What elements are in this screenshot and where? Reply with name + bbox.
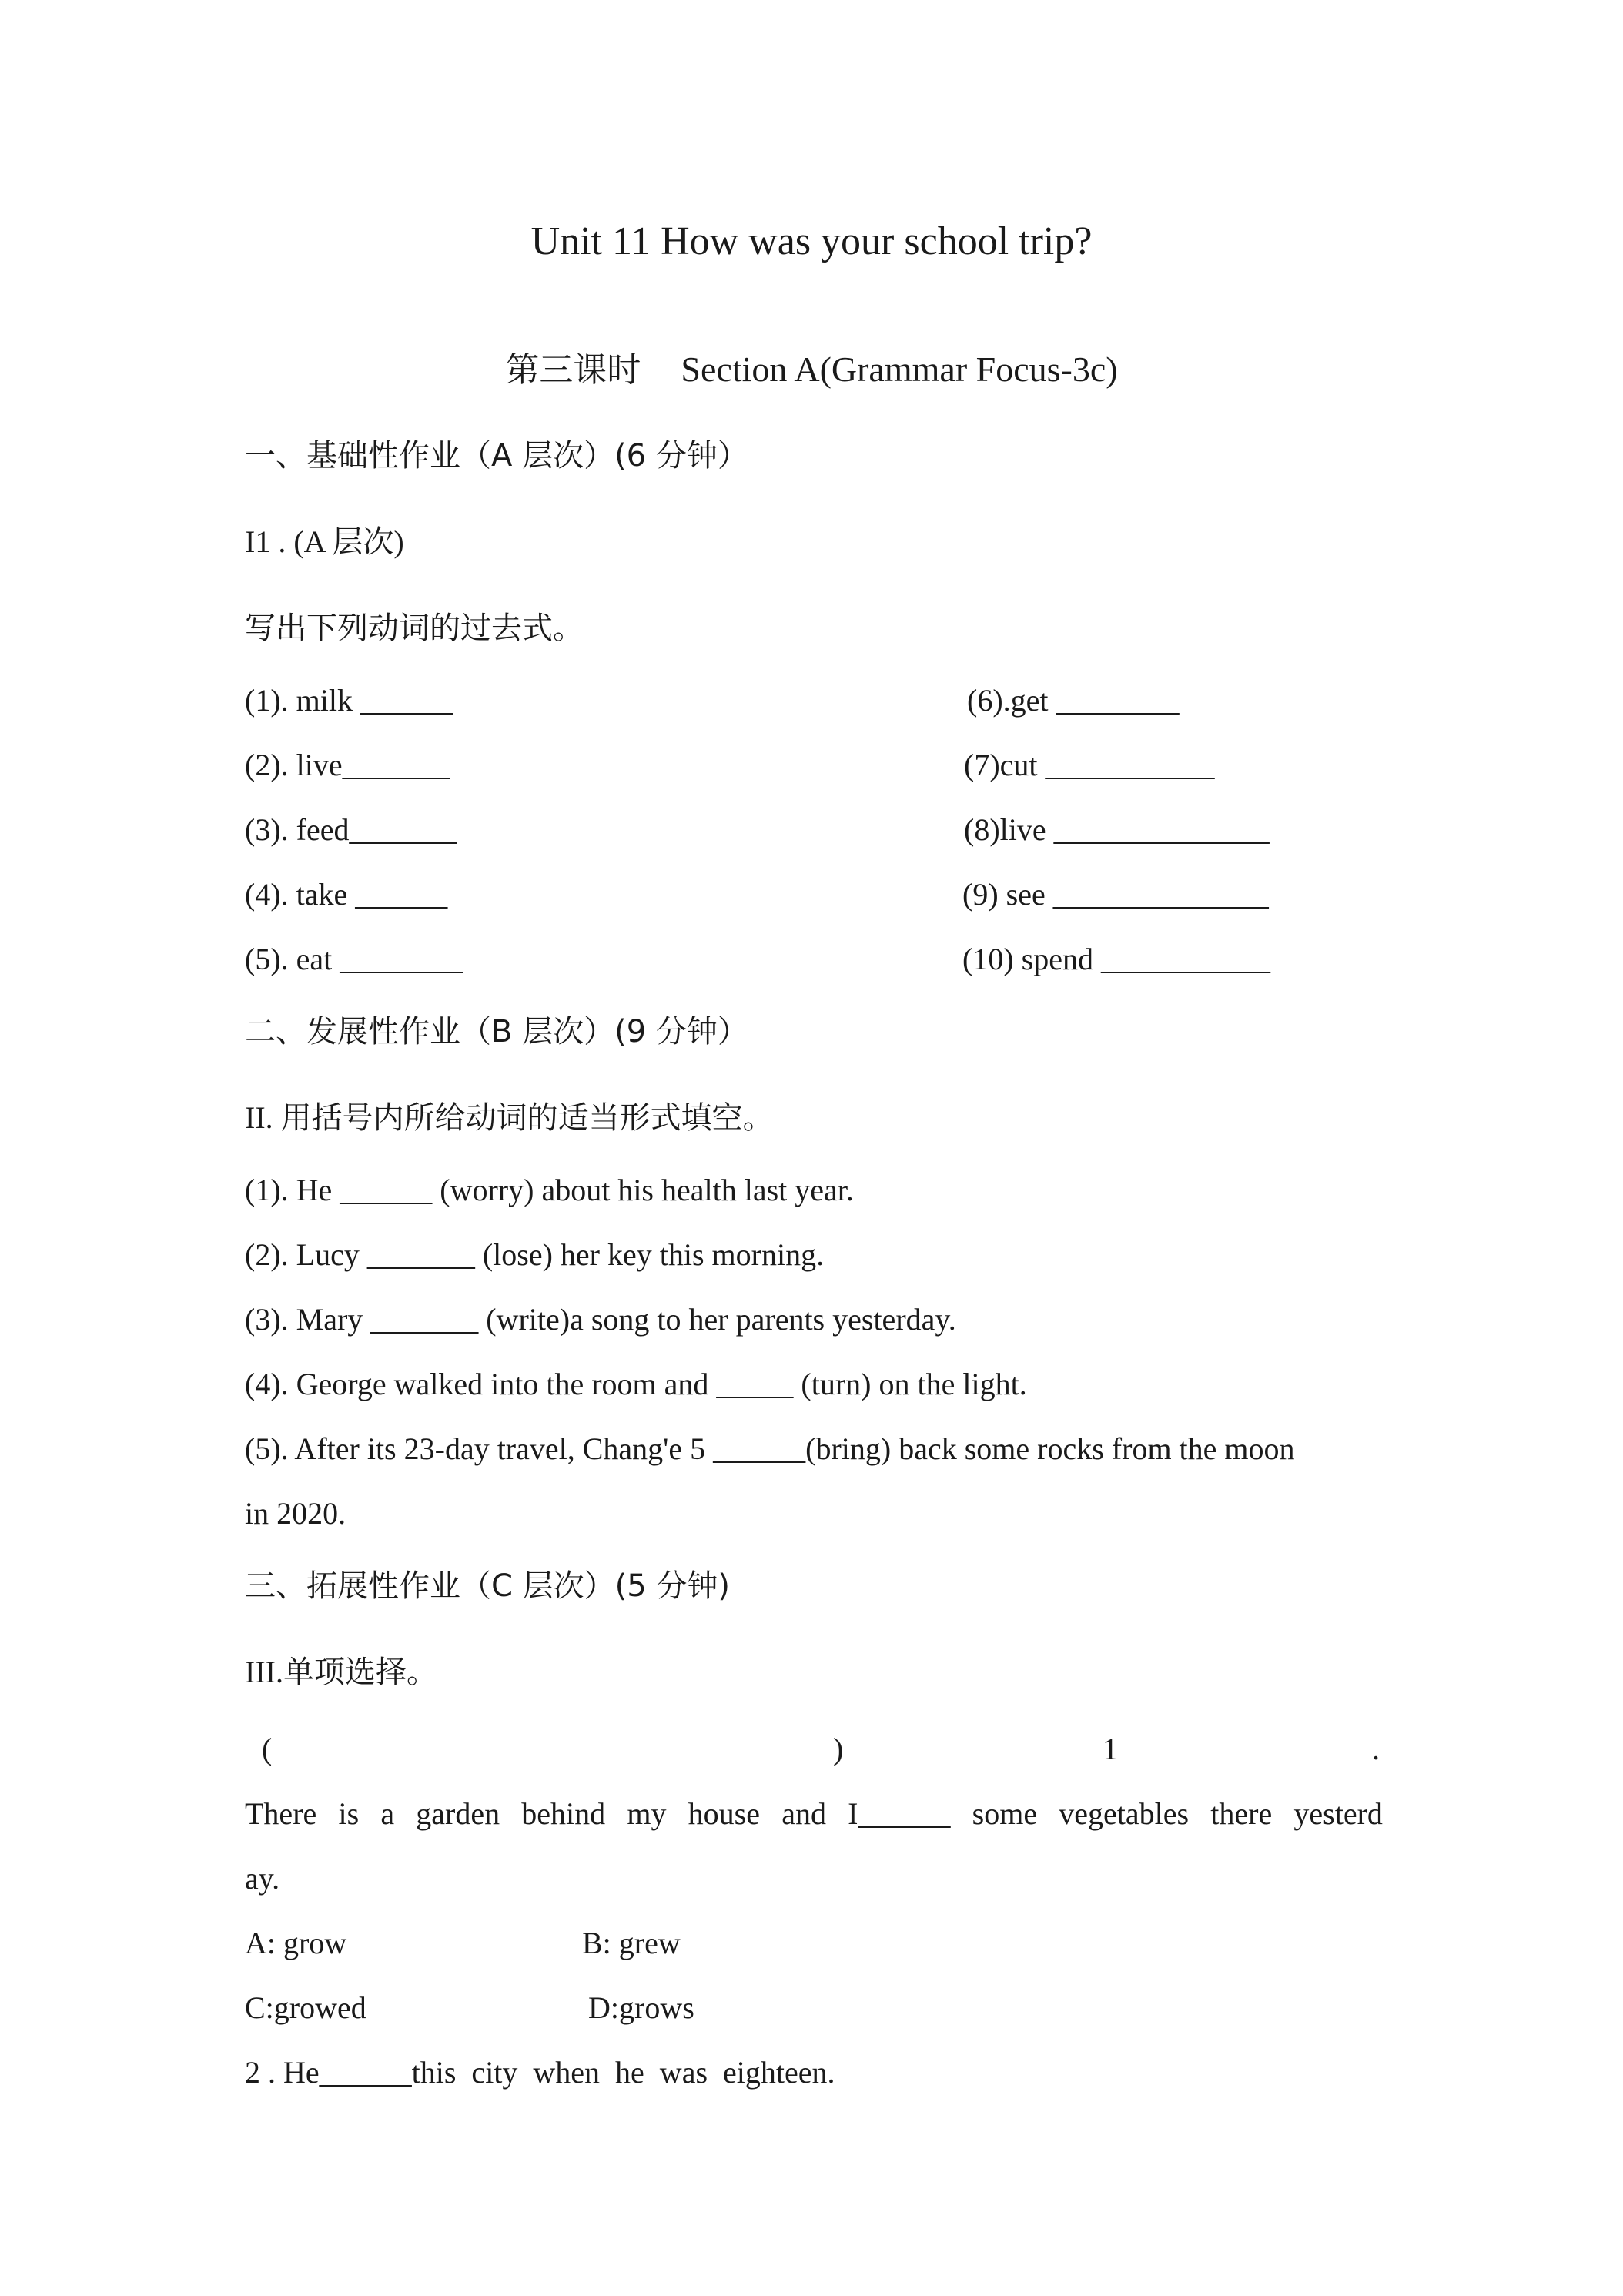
part2-roman: II. (245, 1100, 273, 1135)
verb-item-5: (5). eat ________ (245, 942, 463, 976)
q1-word: yesterd (1293, 1796, 1383, 1831)
q1-number: 1 (1103, 1732, 1118, 1766)
section-label: Section A(Grammar Focus-3c) (681, 350, 1118, 389)
part1-heading: 一、基础性作业（A 层次）(6 分钟） (245, 438, 748, 474)
verb-item-8: (8)live ______________ (964, 812, 1270, 847)
fill-item-5-continued: in 2020. (245, 1496, 346, 1531)
q1-word: vegetables (1059, 1796, 1190, 1831)
part2-instruction (245, 1099, 774, 1136)
q1-word: behind (521, 1796, 606, 1831)
q1-sentence (245, 1796, 1383, 1832)
verb-item-2: (2). live_______ (245, 748, 450, 782)
q1-dot: . (1372, 1732, 1380, 1766)
q1-word: There (245, 1796, 317, 1831)
part3-heading: 三、拓展性作业（C 层次）(5 分钟) (245, 1568, 731, 1604)
fill-item-3: (3). Mary _______ (write)a song to her parents yesterday. (245, 1302, 956, 1337)
q1-word: is (338, 1796, 360, 1831)
verb-item-10: (10) spend ___________ (962, 942, 1270, 976)
q1-word: my (627, 1796, 667, 1831)
q1-word: garden (416, 1796, 500, 1831)
verb-item-7: (7)cut ___________ (964, 748, 1215, 782)
fill-item-5: (5). After its 23-day travel, Chang'e 5 ______(bring) back some rocks from the moon (245, 1431, 1295, 1466)
part3-roman: III. (245, 1655, 283, 1689)
lesson-subtitle (0, 348, 1623, 392)
q1-close-paren: ) (833, 1732, 844, 1766)
q1-word: and (781, 1796, 826, 1831)
q1-word: house (688, 1796, 760, 1831)
q2-sentence: 2 . He______this city when he was eighteen. (245, 2055, 835, 2090)
q1-open-paren: ( (262, 1732, 273, 1766)
part1-instruction: 写出下列动词的过去式。 (245, 611, 584, 646)
part3-instruction-text: 单项选择。 (283, 1655, 437, 1690)
verb-item-3: (3). feed_______ (245, 812, 457, 847)
q1-word: some (972, 1796, 1038, 1831)
lesson-label: 第三课时 (505, 350, 641, 390)
q1-word: there (1210, 1796, 1273, 1831)
fill-item-4: (4). George walked into the room and _____ (turn) on the light. (245, 1367, 1027, 1401)
verb-item-4: (4). take ______ (245, 877, 448, 912)
q1-option-a: A: grow (245, 1926, 347, 1960)
q1-word: I______ (848, 1796, 951, 1831)
q1-continuation: ay. (245, 1861, 280, 1896)
document-title: Unit 11 How was your school trip? (530, 219, 1093, 263)
verb-item-1: (1). milk ______ (245, 683, 453, 718)
verb-item-9: (9) see ______________ (962, 877, 1269, 912)
verb-item-6: (6).get ________ (967, 683, 1180, 718)
q1-option-b: B: grew (582, 1926, 681, 1960)
part3-instruction (245, 1654, 437, 1691)
q1-word: a (380, 1796, 395, 1831)
fill-item-1: (1). He ______ (worry) about his health last year. (245, 1173, 854, 1207)
fill-item-2: (2). Lucy _______ (lose) her key this morning. (245, 1237, 825, 1272)
q1-option-d: D:grows (588, 1990, 694, 2025)
part2-instruction-text: 用括号内所给动词的适当形式填空。 (280, 1100, 774, 1136)
part2-heading: 二、发展性作业（B 层次）(9 分钟） (245, 1014, 748, 1049)
part1-label: I1 . (A 层次) (245, 524, 404, 559)
q1-option-c: C:growed (245, 1990, 366, 2025)
